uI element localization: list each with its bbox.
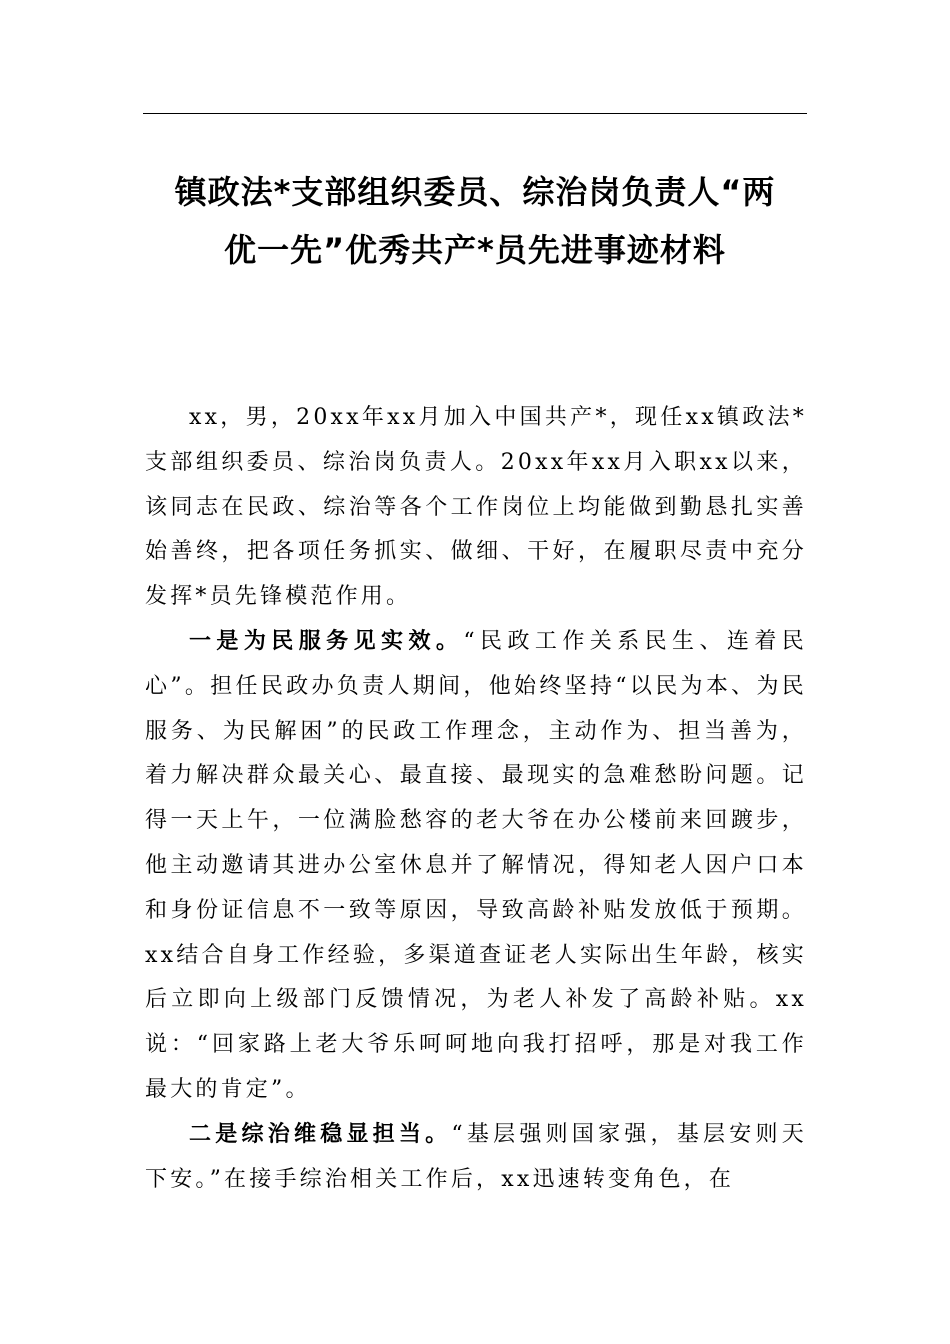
paragraph-lead: 一是为民服务见实效。 xyxy=(189,628,464,654)
document-title-line-1: 镇政法*支部组织委员、综治岗负责人“两 xyxy=(174,173,776,211)
paragraph-stability xyxy=(145,1113,807,1203)
document-title xyxy=(143,163,807,279)
paragraph-service xyxy=(145,620,807,1113)
paragraph-text: “民政工作关系民生、连着民心”。担任民政办负责人期间，他始终坚持“以民为本、为民服务、为民解困”的民政工作理念，主动作为、担当善为，着力解决群众最关心、最直接、最现实的急难愁盼问题。记得一天上午，一位满脸愁容的老大爷在办公楼前来回踱步，他主动邀请其进办公室休息并了解情况，得知老人因户口本和身份证信息不一致等原因，导致高龄补贴发放低于预期。xx结合自身工作经验，多渠道查证老人实际出生年龄，核实后立即向上级部门反馈情况，为老人补发了高龄补贴。xx说：“回家路上老大爷乐呵呵地向我打招呼，那是对我工作最大的肯定”。 xyxy=(145,628,807,1102)
document-body xyxy=(145,396,807,1202)
paragraph-intro xyxy=(145,396,807,620)
paragraph-text: “基层强则国家强，基层安则天下安。”在接手综治相关工作后，xx迅速转变角色，在 xyxy=(145,1121,807,1192)
header-rule xyxy=(143,113,807,114)
document-title-line-2: 优一先”优秀共产*员先进事迹材料 xyxy=(224,231,726,269)
paragraph-text: xx，男，20xx年xx月加入中国共产*，现任xx镇政法*支部组织委员、综治岗负责人。20xx年xx月入职xx以来，该同志在民政、综治等各个工作岗位上均能做到勤恳扎实善始善终，把各项任务抓实、做细、干好，在履职尽责中充分发挥*员先锋模范作用。 xyxy=(145,405,807,610)
paragraph-lead: 二是综治维稳显担当。 xyxy=(189,1121,452,1147)
